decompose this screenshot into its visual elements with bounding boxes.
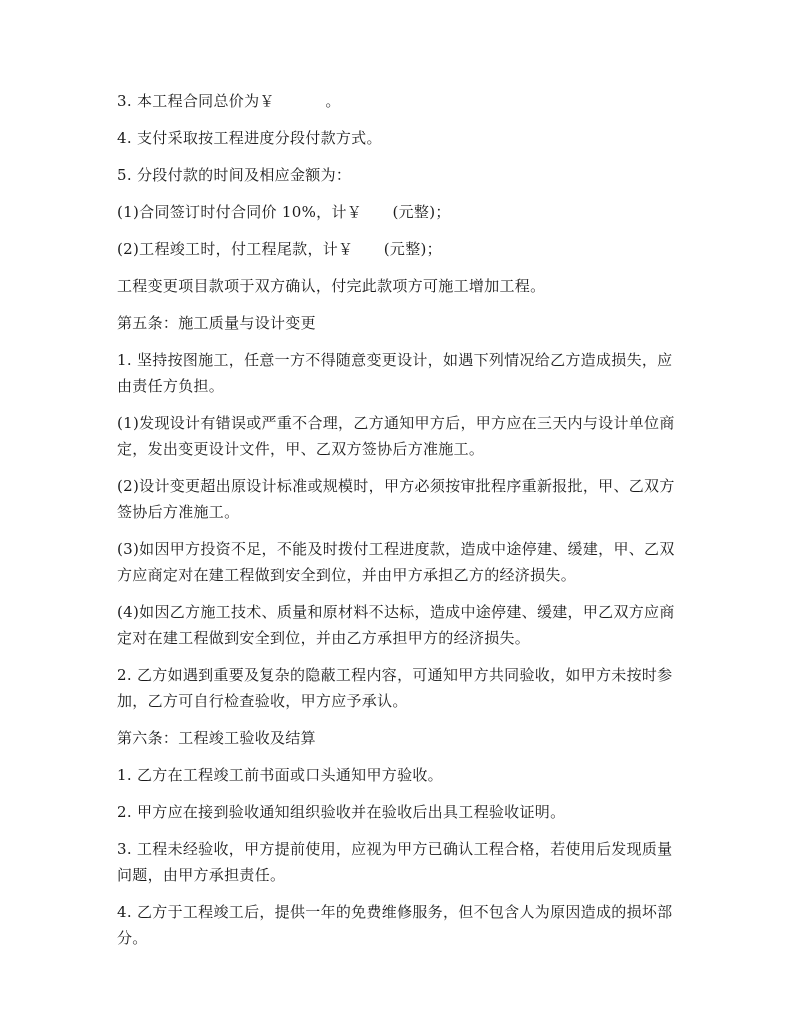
document-body [117,88,687,962]
article-5-subclause-2: (2)设计变更超出原设计标准或规模时，甲方必须按审批程序重新报批，甲、乙双方签协后方准施工。 [117,477,675,521]
article-6-clause-1: 1. 乙方在工程竣工前书面或口头通知甲方验收。 [117,766,443,784]
clause-installment-schedule: 5. 分段付款的时间及相应金额为： [117,166,352,184]
installment-item-2: (2)工程竣工时，付工程尾款，计￥ (元整)； [117,240,442,258]
article-6-heading: 第六条：工程竣工验收及结算 [117,729,316,747]
clause-total-price: 3. 本工程合同总价为￥ 。 [117,92,341,110]
article-5-subclause-4: (4)如因乙方施工技术、质量和原材料不达标，造成中途停建、缓建，甲乙双方应商定对在建工程做到安全到位，并由乙方承担甲方的经济损失。 [117,603,675,647]
article-6-clause-4: 4. 乙方于工程竣工后，提供一年的免费维修服务，但不包含人为原因造成的损坏部分。 [117,903,673,947]
article-5-subclause-3: (3)如因甲方投资不足，不能及时拨付工程进度款，造成中途停建、缓建，甲、乙双方应商定对在建工程做到安全到位，并由甲方承担乙方的经济损失。 [117,540,675,584]
clause-payment-method: 4. 支付采取按工程进度分段付款方式。 [117,129,382,147]
article-5-heading: 第五条：施工质量与设计变更 [117,314,316,332]
article-5-clause-2: 2. 乙方如遇到重要及复杂的隐蔽工程内容，可通知甲方共同验收，如甲方未按时参加，乙方可自行检查验收，甲方应予承认。 [117,666,673,710]
article-6-clause-3: 3. 工程未经验收，甲方提前使用，应视为甲方已确认工程合格，若使用后发现质量问题，由甲方承担责任。 [117,840,673,884]
article-5-subclause-1: (1)发现设计有错误或严重不合理，乙方通知甲方后，甲方应在三天内与设计单位商定，发出变更设计文件，甲、乙双方签协后方准施工。 [117,414,675,458]
installment-item-1: (1)合同签订时付合同价 10%，计￥ (元整)； [117,203,451,221]
article-6-clause-2: 2. 甲方应在接到验收通知组织验收并在验收后出具工程验收证明。 [117,803,566,821]
change-order-note: 工程变更项目款项于双方确认，付完此款项方可施工增加工程。 [117,277,546,295]
article-5-clause-1: 1. 坚持按图施工，任意一方不得随意变更设计，如遇下列情况给乙方造成损失，应由责任方负担。 [117,351,673,395]
